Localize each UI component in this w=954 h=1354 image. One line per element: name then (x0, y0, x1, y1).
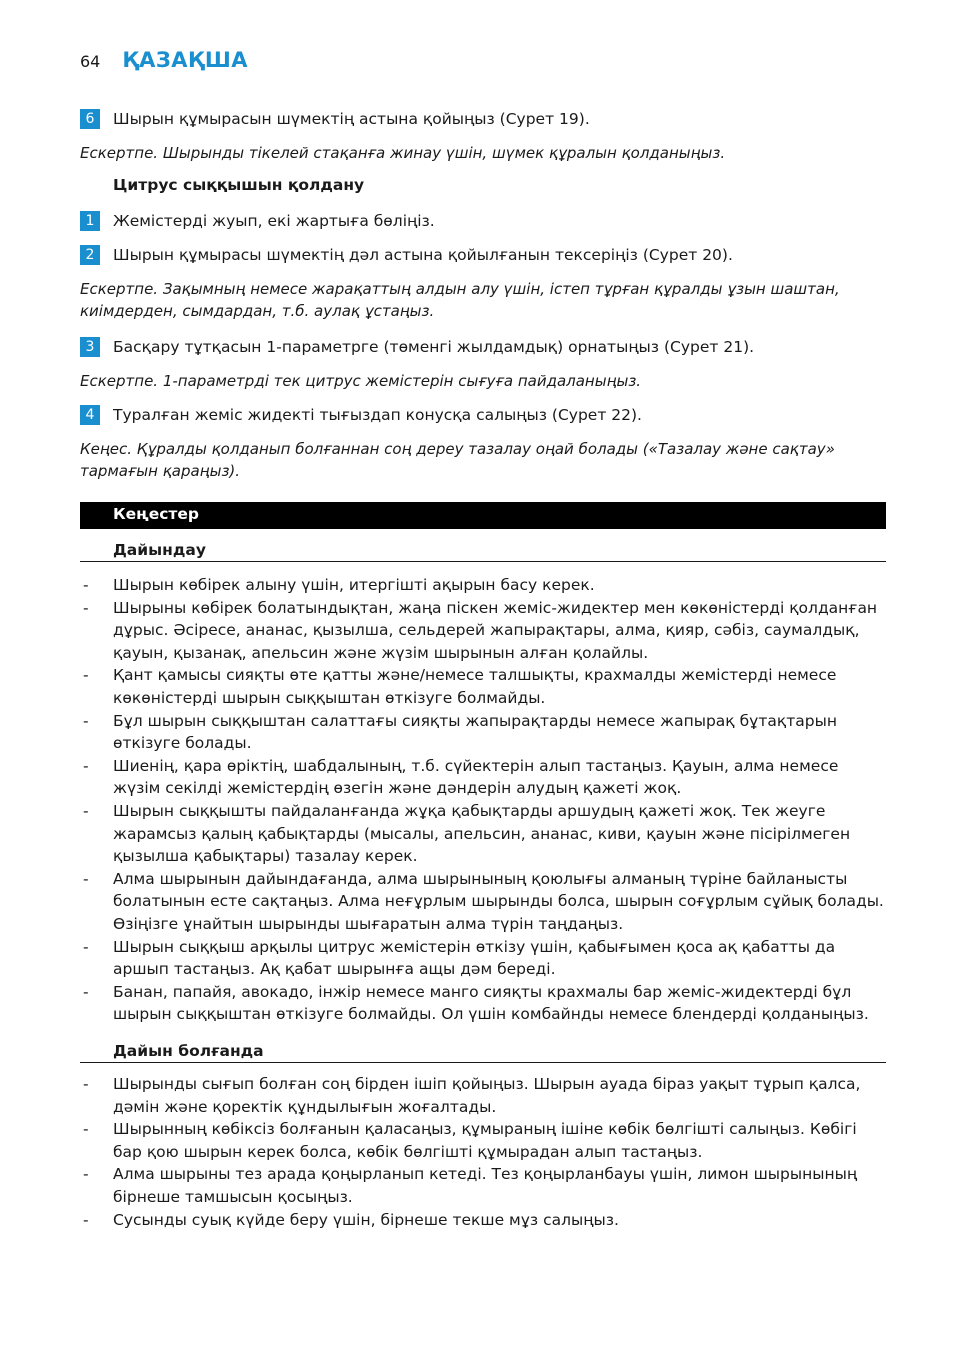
list-item (80, 574, 886, 597)
list-item-text: Алма шырыны тез арада қоңырланып кетеді. Тез қоңырланбауы үшін, лимон шырынының бірнеше тамшысын қосыңыз. (113, 1165, 858, 1206)
list-item-text: Шиенің, қара өріктің, шабдалының, т.б. сүйектерін алып тастаңыз. Қауын, алма немесе жүзім секілді жемістердің өзегін және дәндерін алудың қажеті жоқ. (113, 756, 839, 798)
note-1: Ескертпе. Шырынды тікелей стақанға жинау үшін, шүмек құралын қолданыңыз. (80, 144, 726, 162)
list-item-text: Қант қамысы сияқты өте қатты және/немесе талшықты, крахмалды жемістерді немесе көкөністерді шырын сыққыштан өткізуге болмайды. (113, 666, 837, 707)
step-number: 4 (80, 405, 100, 425)
dash: - (83, 869, 89, 888)
step-number: 6 (80, 109, 100, 129)
step-number: 3 (80, 337, 100, 357)
list-item (80, 936, 886, 981)
prep-heading-text: Дайындау (113, 541, 206, 559)
dash: - (83, 666, 89, 685)
section-title: Кеңестер (113, 505, 199, 523)
step-text: Шырын құмырасы шүмектің дәл астына қойылғанын тексеріңіз (Сурет 20). (113, 246, 733, 264)
dash: - (83, 982, 89, 1001)
note-2: Ескертпе. Зақымның немесе жарақаттың алдын алу үшін, істеп тұрған құралды ұзын шаштан, киімдерден, сымдардан, т.б. аулақ ұстаңыз. (80, 280, 840, 320)
dash: - (83, 801, 89, 820)
list-item (80, 800, 886, 868)
language-title: ҚАЗАҚША (122, 48, 249, 72)
prep-heading (80, 539, 886, 562)
dash: - (83, 1210, 89, 1229)
list-item-text: Шырынды сығып болған соң бірден ішіп қойыңыз. Шырын ауада біраз уақыт тұрып қалса, дәмін және қоректік құндылығын жоғалтады. (113, 1075, 861, 1116)
dash: - (83, 1165, 89, 1184)
list-item (80, 1209, 886, 1232)
step-3 (80, 336, 886, 358)
dash: - (83, 756, 89, 775)
list-item (80, 664, 886, 709)
dash: - (83, 598, 89, 617)
step-2 (80, 244, 886, 266)
dash: - (83, 1120, 89, 1139)
list-item (80, 755, 886, 800)
page-number: 64 (80, 52, 101, 71)
ready-list (80, 1073, 886, 1231)
list-item (80, 597, 886, 665)
list-item (80, 981, 886, 1026)
list-item-text: Алма шырынын дайындағанда, алма шырынының қоюлығы алманың түріне байланысты болатынын есте сақтаңыз. Алма неғұрлым шырынды болса, шырын соғұрлым сұйық болады. Өзіңізге ұнайтын шырынды шығаратын алма түрін таңдаңыз. (113, 869, 884, 933)
step-number: 1 (80, 211, 100, 231)
prep-list (80, 574, 886, 1026)
list-item (80, 868, 886, 936)
dash: - (83, 937, 89, 956)
list-item (80, 1163, 886, 1208)
step-text: Жемістерді жуып, екі жартыға бөліңіз. (113, 212, 435, 230)
step-1 (80, 210, 886, 232)
list-item-text: Шырынның көбіксіз болғанын қаласаңыз, құмыраның ішіне көбік бөлгішті салыңыз. Көбігі бар қою шырын керек болса, көбік бөлгішті құмырадан алып тастаңыз. (113, 1120, 857, 1161)
citrus-heading: Цитрус сыққышын қолдану (113, 176, 365, 194)
list-item (80, 1073, 886, 1118)
step-4 (80, 404, 886, 426)
step-text: Туралған жеміс жидекті тығыздап конусқа салыңыз (Сурет 22). (113, 406, 642, 424)
list-item-text: Бұл шырын сыққыштан салаттағы сияқты жапырақтарды немесе жапырақ бұтақтарын өткізуге болады. (113, 711, 837, 753)
list-item-text: Сусынды суық күйде беру үшін, бірнеше текше мұз салыңыз. (113, 1210, 619, 1229)
dash: - (83, 1075, 89, 1093)
list-item (80, 710, 886, 755)
section-bar (80, 502, 886, 529)
dash: - (83, 711, 89, 730)
step-text: Шырын құмырасын шүмектің астына қойыңыз (Сурет 19). (113, 110, 590, 128)
list-item-text: Шырыны көбірек болатындықтан, жаңа піскен жеміс-жидектер мен көкөністерді қолданған дұрыс. Әсіресе, ананас, қызылша, сельдерей жапырақтары, алма, қияр, сәбіз, саумалдық, қауын, қызанақ, апельсин және жүзім шырынын алған қолайлы. (113, 598, 878, 662)
list-item-text: Шырын сыққыш арқылы цитрус жемістерін өткізу үшін, қабығымен қоса ақ қабатты да аршып тастаңыз. Ақ қабат шырынға ащы дәм береді. (113, 937, 836, 979)
step-number: 2 (80, 245, 100, 265)
step-text: Басқару тұтқасын 1-параметрге (төменгі жылдамдық) орнатыңыз (Сурет 21). (113, 338, 755, 356)
dash: - (83, 576, 89, 594)
page-header (80, 48, 248, 72)
tip: Кеңес. Құралды қолданып болғаннан соң дереу тазалау оңай болады («Тазалау және сақтау» тармағын қараңыз). (80, 440, 835, 480)
list-item-text: Шырын сыққышты пайдаланғанда жұқа қабықтарды аршудың қажеті жоқ. Тек жеуге жарамсыз қалың қабықтарды (мысалы, апельсин, ананас, киви, қауын және пісірілмеген қызылша қабықтары) тазалау керек. (113, 801, 851, 866)
step-6 (80, 108, 886, 130)
list-item-text: Шырын көбірек алыну үшін, итергішті ақырын басу керек. (113, 576, 595, 594)
ready-heading (80, 1040, 886, 1063)
note-3: Ескертпе. 1-параметрді тек цитрус жемістерін сығуға пайдаланыңыз. (80, 372, 642, 390)
ready-heading-text: Дайын болғанда (113, 1042, 264, 1060)
list-item (80, 1118, 886, 1163)
list-item-text: Банан, папайя, авокадо, інжір немесе манго сияқты крахмалы бар жеміс-жидектерді бұл шырын сыққыштан өткізуге болмайды. Ол үшін комбайнды немесе блендерді қолданыңыз. (113, 982, 869, 1024)
